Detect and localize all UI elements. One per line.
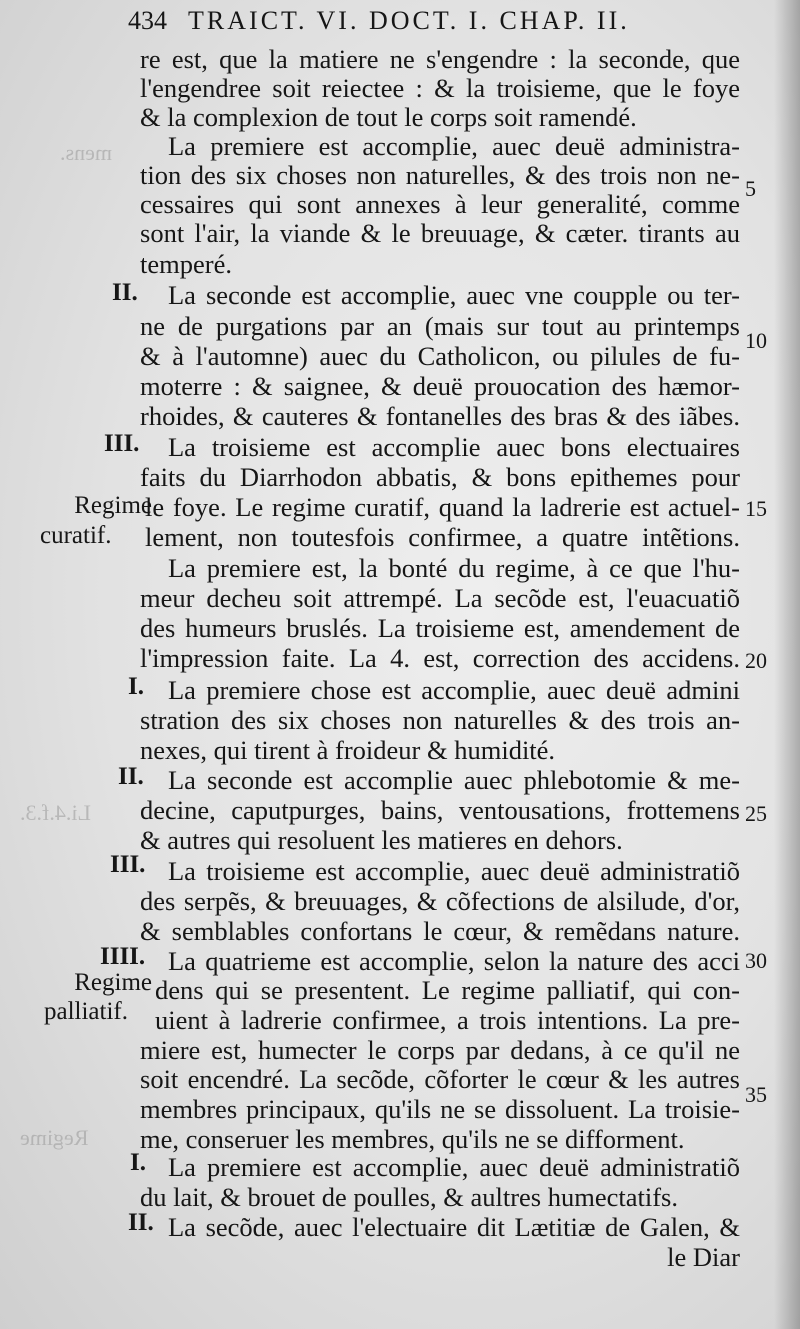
paragraph-marker: II. <box>112 279 138 306</box>
show-through-text: Regime <box>20 1125 89 1150</box>
text-line: l'impression faite. La 4. est, correction des accidens. <box>140 643 740 673</box>
paragraph-marker: IIII. <box>100 943 146 970</box>
text-line: dens qui se presentent. Le regime palliatif, qui con- <box>155 975 740 1005</box>
page-number: 434 <box>128 6 167 35</box>
margin-note-regime-palliatif: Regime <box>74 969 152 996</box>
show-through-text: mens. <box>60 140 112 165</box>
paragraph-marker: III. <box>110 851 146 878</box>
margin-note-regime-curatif: Regime <box>74 492 152 519</box>
text-line: le foye. Le regime curatif, quand la ladrerie est actuel- <box>145 492 740 522</box>
text-line: re est, que la matiere ne s'engendre : la seconde, que <box>140 44 740 74</box>
line-number: 10 <box>745 328 767 353</box>
text-line: membres principaux, qu'ils ne se dissoluent. La troisie- <box>140 1094 740 1124</box>
text-line: me, conseruer les membres, qu'ils ne se difforment. <box>140 1124 685 1154</box>
page-edge-shadow <box>774 0 800 1329</box>
text-line: du lait, & brouet de poulles, & aultres humectatifs. <box>140 1182 678 1212</box>
text-line: uient à ladrerie confirmee, a trois intentions. La pre- <box>155 1005 740 1035</box>
text-line: rhoides, & cauteres & fontanelles des bras & des iãbes. <box>140 401 740 431</box>
text-line: La premiere est accomplie, auec deuë administratiõ <box>168 1152 740 1182</box>
text-line: des humeurs bruslés. La troisieme est, amendement de <box>140 613 740 643</box>
running-header <box>128 6 768 36</box>
line-number: 20 <box>745 648 767 673</box>
text-line: temperé. <box>140 249 232 279</box>
text-line: stration des six choses non naturelles & des trois an- <box>140 705 740 735</box>
text-line: faits du Diarrhodon abbatis, & bons epithemes pour <box>140 462 740 492</box>
paragraph-marker: I. <box>130 1149 146 1176</box>
text-line: & semblables confortans le cœur, & remẽdans nature. <box>140 916 740 946</box>
margin-note-regime-palliatif: palliatif. <box>44 998 128 1025</box>
line-number: 35 <box>745 1082 767 1107</box>
line-number: 30 <box>745 948 767 973</box>
text-line: La seconde est accomplie auec phlebotomie & me- <box>168 765 740 795</box>
text-line: La troisieme est accomplie, auec deuë administratiõ <box>168 856 740 886</box>
text-line: La premiere est accomplie, auec deuë administra- <box>168 131 740 161</box>
text-line: decine, caputpurges, bains, ventousations, frottemens <box>140 795 740 825</box>
paragraph-marker: III. <box>104 430 140 457</box>
line-number: 5 <box>745 176 756 201</box>
text-line: La troisieme est accomplie auec bons electuaires <box>168 432 740 462</box>
text-line: miere est, humecter le corps par dedans, à ce qu'il ne <box>140 1035 740 1065</box>
text-line: La seconde est accomplie, auec vne coupple ou ter- <box>168 280 740 310</box>
running-title: TRAICT. VI. DOCT. I. CHAP. II. <box>188 6 630 35</box>
text-line: moterre : & saignee, & deuë prouocation des hæmor- <box>140 371 740 401</box>
paragraph-marker: I. <box>128 673 144 700</box>
text-line: ne de purgations par an (mais sur tout au printemps <box>140 311 740 341</box>
text-line: des serpẽs, & breuuages, & cõfections de alsilude, d'or, <box>140 886 740 916</box>
margin-note-regime-curatif: curatif. <box>40 522 112 549</box>
text-line: La quatrieme est accomplie, selon la nature des acci <box>168 946 740 976</box>
paragraph-marker: II. <box>118 763 144 790</box>
text-line: nexes, qui tirent à froideur & humidité. <box>140 735 556 765</box>
text-line: & autres qui resoluent les matieres en dehors. <box>140 825 623 855</box>
text-line: lement, non toutesfois confirmee, a quatre intẽtions. <box>145 522 740 552</box>
text-line: La premiere chose est accomplie, auec deuë admini <box>168 675 740 705</box>
text-line: La premiere est, la bonté du regime, à ce que l'hu- <box>168 553 740 583</box>
text-line: sont l'air, la viande & le breuuage, & cæter. tirants au <box>140 218 740 248</box>
line-number: 25 <box>745 801 767 826</box>
text-line: & à l'automne) auec du Catholicon, ou pilules de fu- <box>140 341 740 371</box>
text-line: meur decheu soit attrempé. La secõde est, l'euacuatiõ <box>140 583 740 613</box>
line-number: 15 <box>745 496 767 521</box>
catchword: le Diar <box>667 1242 740 1272</box>
show-through-text: Li.4.f.3. <box>20 800 91 825</box>
text-line: & la complexion de tout le corps soit ramendé. <box>140 102 637 132</box>
text-line: La secõde, auec l'electuaire dit Lætitiæ de Galen, & <box>168 1212 740 1242</box>
text-line: soit encendré. La secõde, cõforter le cœur & les autres <box>140 1064 740 1094</box>
text-line: tion des six choses non naturelles, & des trois non ne- <box>140 160 740 190</box>
text-line: l'engendree soit reiectee : & la troisieme, que le foye <box>140 73 740 103</box>
paragraph-marker: II. <box>128 1209 154 1236</box>
text-line: cessaires qui sont annexes à leur generalité, comme <box>140 189 740 219</box>
